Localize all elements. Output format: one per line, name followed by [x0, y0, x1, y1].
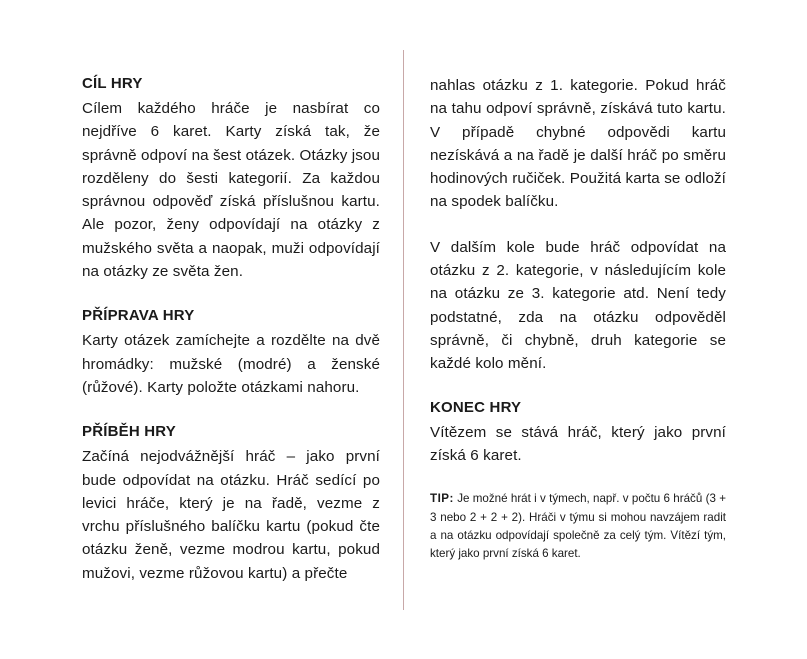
tip-label: TIP: — [430, 492, 454, 506]
setup-heading: PŘÍPRAVA HRY — [82, 307, 195, 325]
play-section — [82, 422, 380, 585]
right-column — [430, 74, 726, 564]
play-heading: PŘÍBĚH HRY — [82, 423, 176, 441]
goal-text: Cílem každého hráče je nasbírat co nejdříve 6 karet. Karty získá tak, že správně odpoví na šest otázek. Otázky jsou rozděleny do šesti kategorií. Za každou správnou odpověď získá příslušnou kartu. Ale pozor, ženy odpovídají na otázky z mužského světa a naopak, muži odpovídají na otázky ze světa žen. — [82, 100, 380, 281]
play-continuation-text: nahlas otázku z 1. kategorie. Pokud hráč na tahu odpoví správně, získává tuto kartu. V případě chybné odpovědi kartu nezískává a na řadě je další hráč po směru hodinových ručiček. Použitá karta se odloží na spodek balíčku. — [430, 77, 726, 211]
tip-box — [430, 490, 726, 564]
left-column — [82, 74, 380, 608]
next-round-text: V dalším kole bude hráč odpovídat na otázku z 2. kategorie, v následujícím kole na otázku ze 3. kategorie atd. Není tedy podstatné, zda na otázku odpověděl správně, či chybně, druh kategorie se každé kolo mění. — [430, 238, 726, 373]
end-text: Vítězem se stává hráč, který jako první získá 6 karet. — [430, 423, 726, 464]
setup-text: Karty otázek zamíchejte a rozdělte na dvě hromádky: mužské (modré) a ženské (růžové). Karty položte otázkami nahoru. — [82, 332, 380, 396]
play-text: Začíná nejodvážnější hráč – jako první bude odpovídat na otázku. Hráč sedící po levici hráče, který je na řadě, vezme z vrchu příslušného balíčku kartu (pokud čte otázku ženě, vezme modrou kartu, pokud mužovi, vezme růžovou kartu) a přečte — [82, 448, 380, 582]
end-section — [430, 398, 726, 468]
end-heading: KONEC HRY — [430, 398, 522, 416]
goal-section — [82, 74, 380, 283]
tip-text: Je možné hrát i v týmech, např. v počtu 6 hráčů (3 + 3 nebo 2 + 2 + 2). Hráči v týmu si mohou navzájem radit a na otázku odpovídají společně za celý tým. Vítězí tým, který jako první získá 6 karet. — [430, 492, 726, 561]
goal-heading: CÍL HRY — [82, 75, 143, 92]
column-divider — [403, 50, 404, 610]
setup-section — [82, 306, 380, 399]
